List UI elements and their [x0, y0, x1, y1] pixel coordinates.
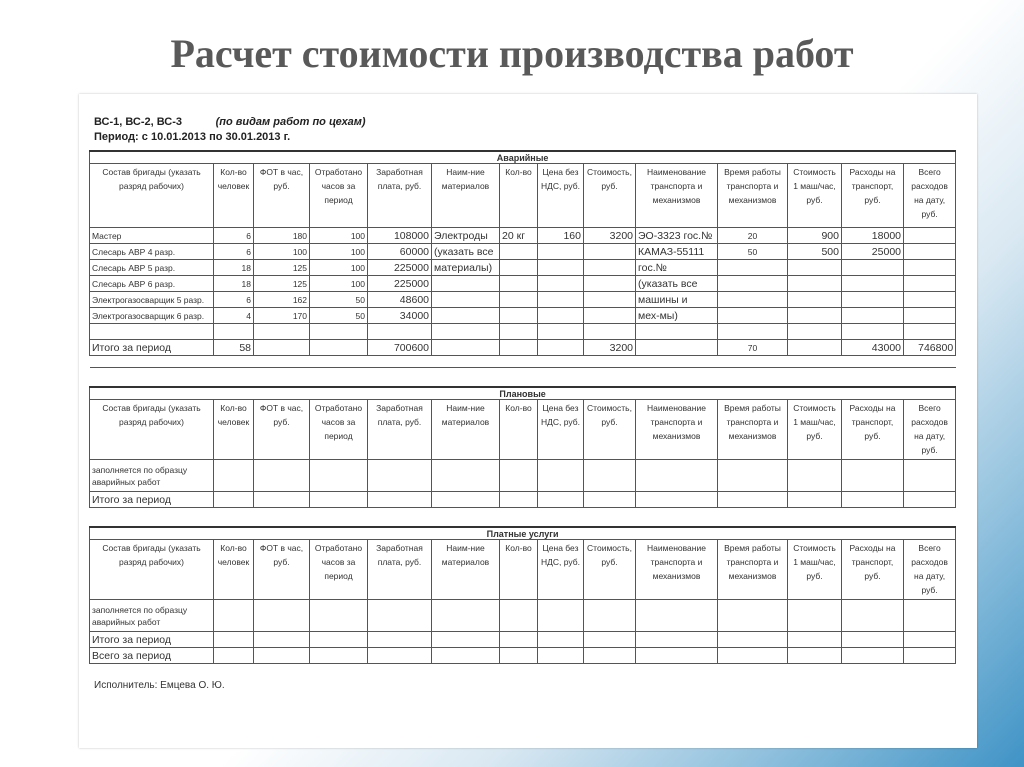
- column-header: Всего расходов на дату, руб.: [904, 164, 956, 228]
- total-cell: 58: [214, 340, 254, 356]
- total-cell: [538, 340, 584, 356]
- total-cell: 70: [718, 340, 788, 356]
- table-cell: 60000: [368, 244, 432, 260]
- table-cell: [500, 260, 538, 276]
- column-header: Расходы на транспорт, руб.: [842, 164, 904, 228]
- table-cell: [310, 324, 368, 340]
- paid-total-label: Итого за период: [90, 632, 214, 648]
- total-cell: 700600: [368, 340, 432, 356]
- column-header: ФОТ в час, руб.: [254, 164, 310, 228]
- table-cell: 20 кг: [500, 228, 538, 244]
- column-header: Цена без НДС, руб.: [538, 400, 584, 460]
- table-cell: 170: [254, 308, 310, 324]
- total-cell: [432, 340, 500, 356]
- column-header: Наименование транспорта и механизмов: [636, 164, 718, 228]
- total-cell: 43000: [842, 340, 904, 356]
- table-cell: [904, 228, 956, 244]
- table-cell: 34000: [368, 308, 432, 324]
- column-header: Наименование транспорта и механизмов: [636, 540, 718, 600]
- table-cell: Слесарь АВР 6 разр.: [90, 276, 214, 292]
- table-cell: [584, 276, 636, 292]
- doc-period: Период: с 10.01.2013 по 30.01.2013 г.: [94, 131, 291, 143]
- table-cell: [432, 324, 500, 340]
- table-cell: [538, 308, 584, 324]
- table-row: [90, 308, 956, 324]
- table-cell: 160: [538, 228, 584, 244]
- table-cell: [538, 260, 584, 276]
- column-header: Время работы транспорта и механизмов: [718, 164, 788, 228]
- column-header: Заработная плата, руб.: [368, 540, 432, 600]
- table-cell: [500, 276, 538, 292]
- planned-title: Плановые: [90, 387, 956, 400]
- column-header: Стоимость 1 маш/час, руб.: [788, 400, 842, 460]
- table-cell: [368, 324, 432, 340]
- table-cell: [718, 292, 788, 308]
- column-header: Кол-во человек: [214, 540, 254, 600]
- table-cell: 50: [310, 292, 368, 308]
- table-row: [90, 292, 956, 308]
- column-header: Цена без НДС, руб.: [538, 540, 584, 600]
- column-header: Стоимость, руб.: [584, 164, 636, 228]
- table-cell: [788, 260, 842, 276]
- table-cell: 20: [718, 228, 788, 244]
- table-cell: [842, 276, 904, 292]
- column-header: Кол-во: [500, 164, 538, 228]
- table-cell: Мастер: [90, 228, 214, 244]
- table-cell: [904, 324, 956, 340]
- table-cell: [842, 324, 904, 340]
- document-sheet: [79, 94, 977, 748]
- total-cell: [636, 340, 718, 356]
- table-cell: [584, 308, 636, 324]
- total-cell: Итого за период: [90, 340, 214, 356]
- column-header: Состав бригады (указать разряд рабочих): [90, 540, 214, 600]
- table-cell: Слесарь АВР 4 разр.: [90, 244, 214, 260]
- table-cell: 6: [214, 228, 254, 244]
- planned-fill-row: [90, 460, 956, 492]
- column-header: Отработано часов за период: [310, 540, 368, 600]
- column-header: Стоимость, руб.: [584, 400, 636, 460]
- column-header: Заработная плата, руб.: [368, 164, 432, 228]
- table-cell: [842, 308, 904, 324]
- table-cell: [788, 276, 842, 292]
- planned-header-row: [90, 400, 956, 460]
- table-cell: 6: [214, 292, 254, 308]
- column-header: Стоимость, руб.: [584, 540, 636, 600]
- table-cell: материалы): [432, 260, 500, 276]
- column-header: Отработано часов за период: [310, 164, 368, 228]
- column-header: Стоимость 1 маш/час, руб.: [788, 164, 842, 228]
- table-cell: мех-мы): [636, 308, 718, 324]
- column-header: ФОТ в час, руб.: [254, 400, 310, 460]
- table-cell: [904, 308, 956, 324]
- emergency-header-row: [90, 164, 956, 228]
- table-cell: [904, 276, 956, 292]
- table-cell: 25000: [842, 244, 904, 260]
- column-header: Время работы транспорта и механизмов: [718, 400, 788, 460]
- table-cell: [904, 292, 956, 308]
- paid-fill-row: [90, 600, 956, 632]
- table-cell: машины и: [636, 292, 718, 308]
- table-cell: [718, 308, 788, 324]
- table-cell: [254, 324, 310, 340]
- table-cell: 18: [214, 276, 254, 292]
- table-cell: (указать все: [432, 244, 500, 260]
- table-cell: [432, 276, 500, 292]
- column-header: Состав бригады (указать разряд рабочих): [90, 400, 214, 460]
- table-cell: [538, 292, 584, 308]
- table-cell: [500, 324, 538, 340]
- table-cell: [90, 324, 214, 340]
- table-row: [90, 228, 956, 244]
- table-cell: 50: [310, 308, 368, 324]
- table-cell: [842, 292, 904, 308]
- column-header: Стоимость 1 маш/час, руб.: [788, 540, 842, 600]
- emergency-total-row: [90, 340, 956, 356]
- table-cell: 125: [254, 276, 310, 292]
- table-cell: [538, 244, 584, 260]
- table-cell: ЭО-3323 гос.№: [636, 228, 718, 244]
- column-header: Время работы транспорта и механизмов: [718, 540, 788, 600]
- table-cell: 3200: [584, 228, 636, 244]
- table-cell: [500, 292, 538, 308]
- table-cell: [584, 292, 636, 308]
- column-header: Кол-во: [500, 540, 538, 600]
- table-cell: 100: [310, 260, 368, 276]
- total-cell: [500, 340, 538, 356]
- table-cell: [718, 324, 788, 340]
- table-cell: [584, 324, 636, 340]
- column-header: Расходы на транспорт, руб.: [842, 400, 904, 460]
- table-cell: [788, 292, 842, 308]
- table-cell: гос.№: [636, 260, 718, 276]
- table-cell: [718, 276, 788, 292]
- table-cell: 162: [254, 292, 310, 308]
- table-cell: 48600: [368, 292, 432, 308]
- emergency-title: Аварийные: [90, 151, 956, 164]
- doc-subtitle: (по видам работ по цехам): [215, 116, 366, 128]
- column-header: Кол-во: [500, 400, 538, 460]
- total-cell: [254, 340, 310, 356]
- table-cell: [788, 324, 842, 340]
- planned-total-row: [90, 492, 956, 508]
- table-cell: 50: [718, 244, 788, 260]
- column-header: ФОТ в час, руб.: [254, 540, 310, 600]
- total-cell: [788, 340, 842, 356]
- table-cell: 225000: [368, 260, 432, 276]
- column-header: Цена без НДС, руб.: [538, 164, 584, 228]
- table-cell: [636, 324, 718, 340]
- table-cell: Электрогазосварщик 5 разр.: [90, 292, 214, 308]
- column-header: Расходы на транспорт, руб.: [842, 540, 904, 600]
- paid-grand-label: Всего за период: [90, 648, 214, 664]
- paid-total-row: [90, 632, 956, 648]
- column-header: Всего расходов на дату, руб.: [904, 540, 956, 600]
- table-cell: [538, 324, 584, 340]
- doc-codes: ВС-1, ВС-2, ВС-3: [94, 116, 182, 128]
- table-cell: (указать все: [636, 276, 718, 292]
- table-cell: [538, 276, 584, 292]
- column-header: Отработано часов за период: [310, 400, 368, 460]
- paid-table: [89, 526, 956, 664]
- paid-fill-note: заполняется по образцу аварийных работ: [90, 600, 214, 632]
- table-cell: Электрогазосварщик 6 разр.: [90, 308, 214, 324]
- table-cell: [788, 308, 842, 324]
- table-cell: [500, 244, 538, 260]
- table-cell: [214, 324, 254, 340]
- table-row: [90, 276, 956, 292]
- column-header: Всего расходов на дату, руб.: [904, 400, 956, 460]
- table-cell: КАМАЗ-55111: [636, 244, 718, 260]
- planned-total-label: Итого за период: [90, 492, 214, 508]
- table-cell: 125: [254, 260, 310, 276]
- table-cell: 100: [254, 244, 310, 260]
- table-cell: [842, 260, 904, 276]
- paid-grand-row: [90, 648, 956, 664]
- table-cell: 18000: [842, 228, 904, 244]
- column-header: Состав бригады (указать разряд рабочих): [90, 164, 214, 228]
- column-header: Наим-ние материалов: [432, 540, 500, 600]
- paid-header-row: [90, 540, 956, 600]
- table-cell: [718, 260, 788, 276]
- table-cell: 6: [214, 244, 254, 260]
- table-cell: 18: [214, 260, 254, 276]
- column-header: Кол-во человек: [214, 164, 254, 228]
- doc-codes-line: [94, 116, 366, 128]
- table-cell: 100: [310, 228, 368, 244]
- column-header: Кол-во человек: [214, 400, 254, 460]
- table-cell: Электроды: [432, 228, 500, 244]
- emergency-table: [89, 150, 956, 368]
- table-cell: [500, 308, 538, 324]
- table-cell: [432, 308, 500, 324]
- table-cell: [904, 244, 956, 260]
- table-cell: 225000: [368, 276, 432, 292]
- planned-table: [89, 386, 956, 508]
- table-cell: [904, 260, 956, 276]
- column-header: Заработная плата, руб.: [368, 400, 432, 460]
- table-cell: 108000: [368, 228, 432, 244]
- table-row: [90, 244, 956, 260]
- table-cell: [584, 260, 636, 276]
- table-cell: 4: [214, 308, 254, 324]
- executor: Исполнитель: Емцева О. Ю.: [94, 680, 225, 691]
- emergency-blank-row: [90, 356, 956, 368]
- table-cell: 500: [788, 244, 842, 260]
- total-cell: [310, 340, 368, 356]
- column-header: Наименование транспорта и механизмов: [636, 400, 718, 460]
- column-header: Наим-ние материалов: [432, 164, 500, 228]
- total-cell: 3200: [584, 340, 636, 356]
- paid-title: Платные услуги: [90, 527, 956, 540]
- planned-fill-note: заполняется по образцу аварийных работ: [90, 460, 214, 492]
- table-cell: 100: [310, 244, 368, 260]
- table-cell: 180: [254, 228, 310, 244]
- column-header: Наим-ние материалов: [432, 400, 500, 460]
- table-row: [90, 324, 956, 340]
- table-cell: Слесарь АВР 5 разр.: [90, 260, 214, 276]
- table-cell: [584, 244, 636, 260]
- table-cell: [432, 292, 500, 308]
- slide-title: Расчет стоимости производства работ: [170, 31, 854, 76]
- table-cell: 100: [310, 276, 368, 292]
- table-cell: 900: [788, 228, 842, 244]
- table-row: [90, 260, 956, 276]
- total-cell: 746800: [904, 340, 956, 356]
